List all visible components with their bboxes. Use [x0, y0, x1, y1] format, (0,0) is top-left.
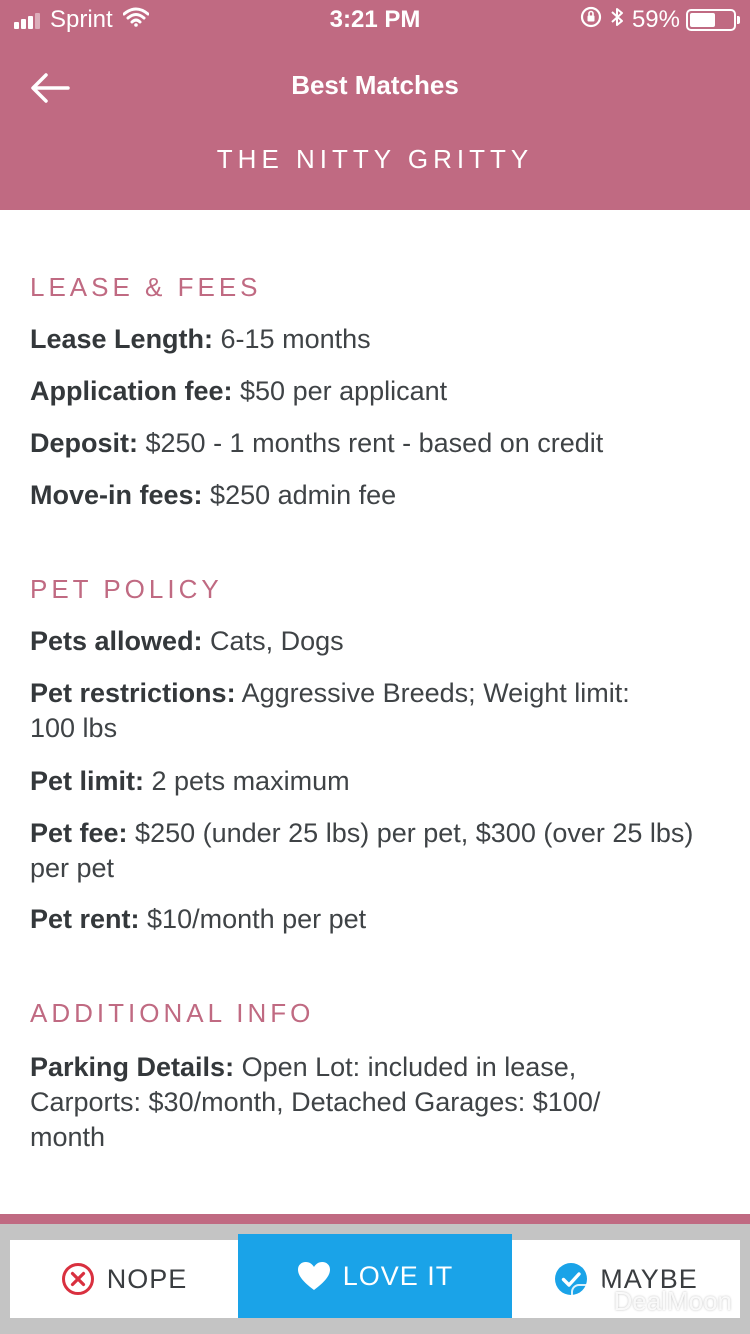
pet-limit-row [30, 764, 720, 799]
row-value: $250 (under 25 lbs) per pet, $300 (over 25 lbs) per pet [30, 818, 694, 883]
bluetooth-icon [610, 6, 624, 35]
deposit-row [30, 426, 720, 461]
battery-level [690, 13, 715, 27]
row-value: 2 pets maximum [144, 766, 350, 796]
row-label: Pet limit: [30, 766, 145, 796]
watermark-text: DealMoon [613, 1285, 732, 1316]
status-time: 3:21 PM [329, 6, 421, 33]
row-label: Lease Length: [30, 324, 214, 354]
row-value: $10/month per pet [139, 904, 367, 934]
row-value: 6-15 months [213, 324, 371, 354]
row-label: Move-in fees: [30, 480, 203, 510]
status-right [572, 6, 736, 34]
check-circle-icon [554, 1262, 588, 1296]
row-value: $250 - 1 months rent - based on credit [138, 428, 604, 458]
pet-restrictions-row [30, 676, 680, 746]
rotation-lock-icon [580, 6, 602, 35]
love-it-button[interactable] [238, 1234, 512, 1318]
battery-percent: 59% [631, 6, 680, 33]
battery-icon [686, 9, 736, 31]
pet-fee-row [30, 816, 700, 886]
row-value: $50 per applicant [232, 376, 448, 406]
lease-length-row [30, 322, 720, 357]
row-value: $250 admin fee [202, 480, 397, 510]
maybe-button[interactable] [512, 1240, 740, 1318]
row-label: Pet fee: [30, 818, 128, 848]
page-subtitle: THE NITTY GRITTY [216, 144, 534, 174]
close-circle-icon [61, 1262, 95, 1296]
move-in-fees-row [30, 478, 720, 513]
carrier-name: Sprint [50, 6, 113, 33]
row-label: Pet rent: [30, 904, 140, 934]
row-value: Aggressive Breeds; Weight limit: 100 lbs [30, 678, 630, 743]
pets-allowed-row [30, 624, 720, 659]
row-label: Deposit: [30, 428, 138, 458]
row-label: Parking Details: [30, 1052, 235, 1082]
row-value: Cats, Dogs [202, 626, 344, 656]
heart-icon [297, 1261, 331, 1291]
action-bar [0, 1224, 750, 1334]
row-label: Pet restrictions: [30, 678, 236, 708]
application-fee-row [30, 374, 720, 409]
page-title: Best Matches [291, 70, 459, 100]
row-value: Open Lot: included in lease, Carports: $30/month, Detached Garages: $100/ month [30, 1052, 601, 1152]
status-bar [0, 0, 750, 40]
nope-label: NOPE [106, 1263, 188, 1294]
row-label: Application fee: [30, 376, 233, 406]
section-title-lease: LEASE & FEES [30, 272, 262, 302]
maybe-label: MAYBE [600, 1263, 698, 1294]
header [0, 40, 750, 210]
nope-button[interactable] [10, 1240, 238, 1318]
bottom-divider [0, 1214, 750, 1224]
section-title-pet: PET POLICY [30, 574, 223, 604]
parking-details-row [30, 1050, 670, 1155]
row-label: Pets allowed: [30, 626, 203, 656]
pet-rent-row [30, 902, 720, 937]
section-title-additional: ADDITIONAL INFO [30, 998, 315, 1028]
love-it-label: LOVE IT [342, 1260, 454, 1291]
